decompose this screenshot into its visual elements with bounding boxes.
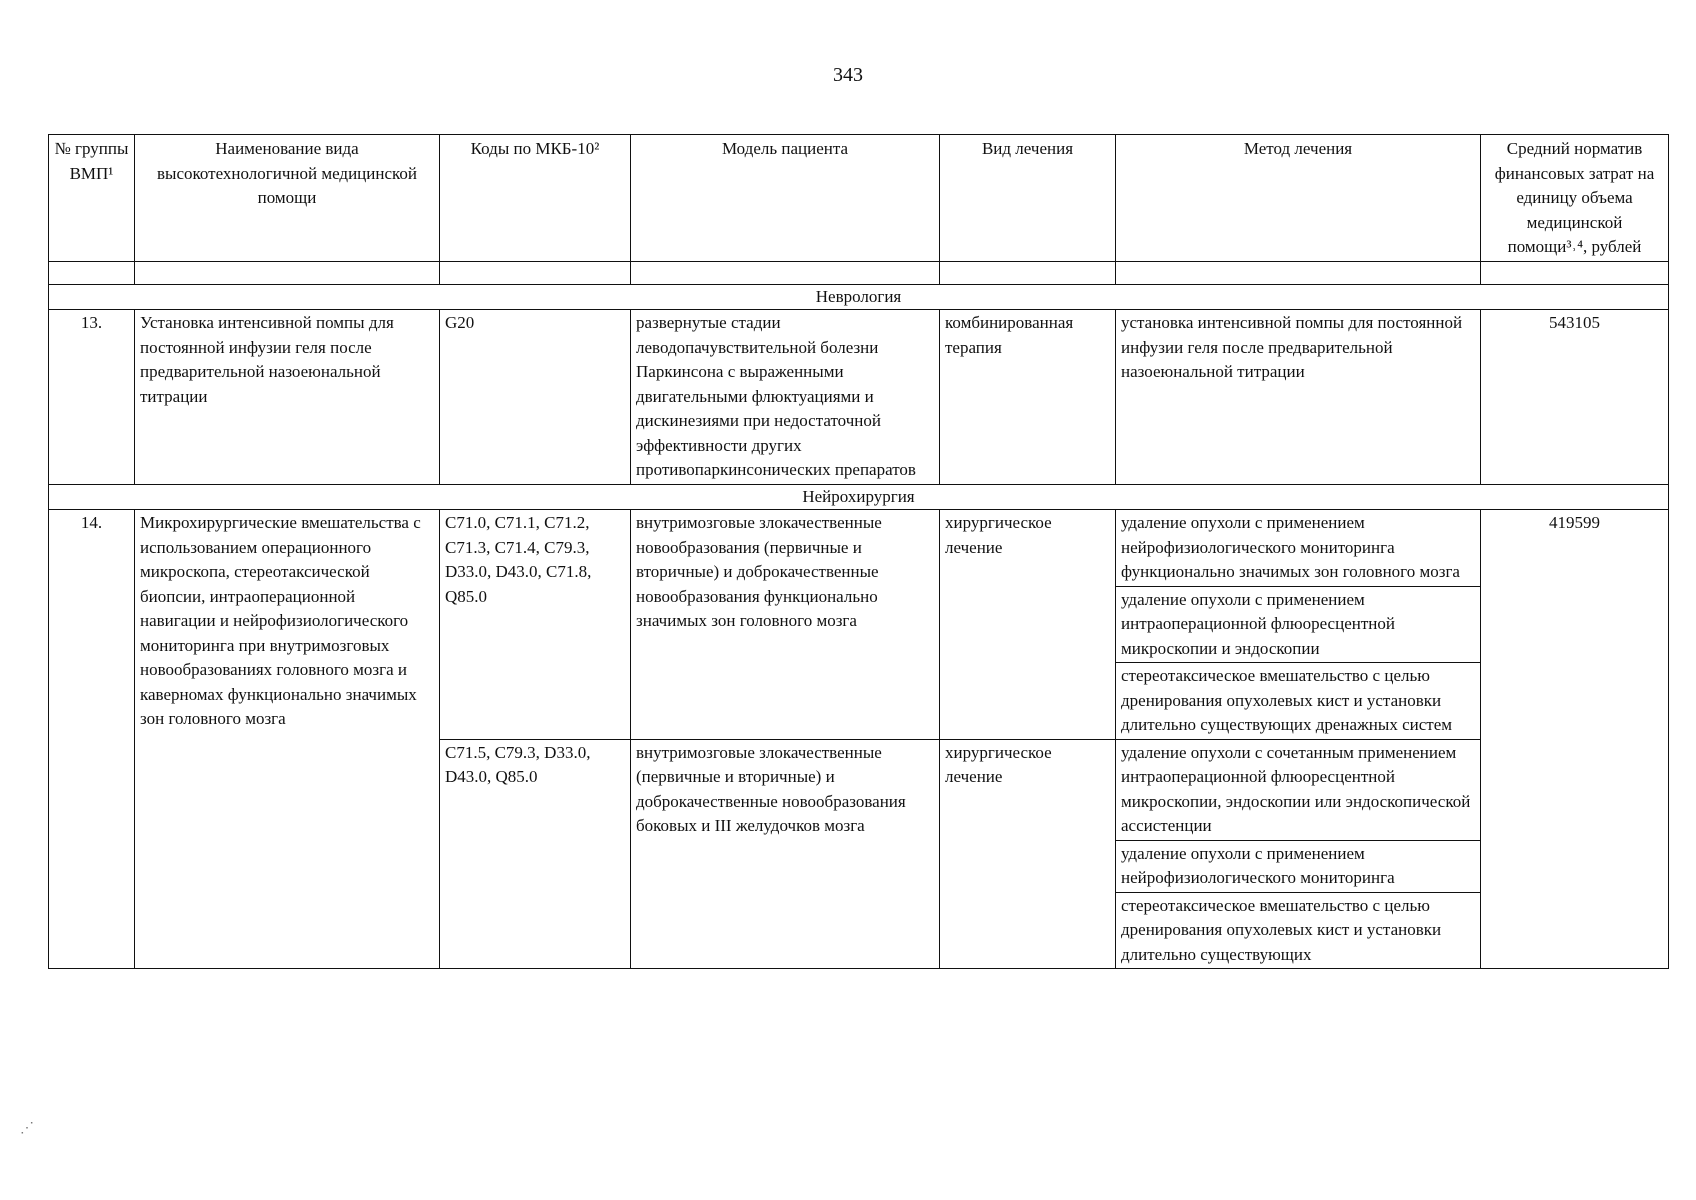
spacer-row <box>49 261 1669 284</box>
header-patient-model: Модель пациента <box>631 135 940 262</box>
patient-model: развернутые стадии леводопачувствительной болезни Паркинсона с выраженными двигательными флюктуациями и дискинезиями при недостаточной эффективности других противопаркинсонических препаратов <box>631 310 940 485</box>
treatment-method: стереотаксическое вмешательство с целью дренирования опухолевых кист и установки длительно существующих дренажных систем <box>1116 662 1480 739</box>
treatment-method: удаление опухоли с применением нейрофизиологического мониторинга функционально значимых зон головного мозга <box>1121 513 1460 581</box>
scan-artifact: ⋰ <box>20 1121 34 1136</box>
cost-value: 419599 <box>1481 510 1669 969</box>
patient-model: внутримозговые злокачественные новообразования (первичные и вторичные) и доброкачественные новообразования функционально значимых зон головного мозга <box>631 510 940 740</box>
treatment-methods <box>1116 739 1481 969</box>
treatment-method: стереотаксическое вмешательство с целью дренирования опухолевых кист и установки длительно существующих <box>1116 892 1480 969</box>
patient-model: внутримозговые злокачественные (первичные и вторичные) и доброкачественные новообразования боковых и III желудочков мозга <box>631 739 940 969</box>
treatment-method: удаление опухоли с сочетанным применением интраоперационной флюоресцентной микроскопии, эндоскопии или эндоскопической ассистенции <box>1121 742 1471 835</box>
treatment-method: установка интенсивной помпы для постоянной инфузии геля после предварительной назоеюнальной титрации <box>1121 313 1463 381</box>
type-name: Микрохирургические вмешательства с использованием операционного микроскопа, стереотаксической биопсии, интраоперационной навигации и нейрофизиологического мониторинга при внутримозговых новообразованиях головного мозга и каверномах функционально значимых зон головного мозга <box>135 510 440 969</box>
section-title: Нейрохирургия <box>49 484 1669 510</box>
header-group-no: № группы ВМП¹ <box>49 135 135 262</box>
type-name: Установка интенсивной помпы для постоянной инфузии геля после предварительной назоеюнальной титрации <box>135 310 440 485</box>
header-treatment-method: Метод лечения <box>1116 135 1481 262</box>
treatment-method: удаление опухоли с применением нейрофизиологического мониторинга <box>1116 840 1480 892</box>
header-icd-codes: Коды по МКБ-10² <box>440 135 631 262</box>
table-row <box>49 510 1669 740</box>
section-title: Неврология <box>49 284 1669 310</box>
icd-codes: G20 <box>440 310 631 485</box>
header-cost: Средний норматив финансовых затрат на единицу объема медицинской помощи³˒⁴, рублей <box>1481 135 1669 262</box>
treatment-method: удаление опухоли с применением интраоперационной флюоресцентной микроскопии и эндоскопии <box>1116 586 1480 663</box>
page-number: 343 <box>833 64 863 86</box>
treatment-methods <box>1116 310 1481 485</box>
treatment-type: хирургическое лечение <box>940 739 1116 969</box>
cost-value: 543105 <box>1481 310 1669 485</box>
vmp-table <box>48 134 1669 969</box>
treatment-methods <box>1116 510 1481 740</box>
header-treatment-type: Вид лечения <box>940 135 1116 262</box>
treatment-type: комбинированная терапия <box>940 310 1116 485</box>
header-type-name: Наименование вида высокотехнологичной медицинской помощи <box>135 135 440 262</box>
table-row <box>49 310 1669 485</box>
icd-codes: C71.5, C79.3, D33.0, D43.0, Q85.0 <box>440 739 631 969</box>
group-no: 14. <box>49 510 135 969</box>
header-row <box>49 135 1669 262</box>
section-row-neurosurgery <box>49 484 1669 510</box>
section-row-neurology <box>49 284 1669 310</box>
icd-codes: C71.0, C71.1, C71.2, C71.3, C71.4, C79.3, D33.0, D43.0, C71.8, Q85.0 <box>440 510 631 740</box>
group-no: 13. <box>49 310 135 485</box>
treatment-type: хирургическое лечение <box>940 510 1116 740</box>
